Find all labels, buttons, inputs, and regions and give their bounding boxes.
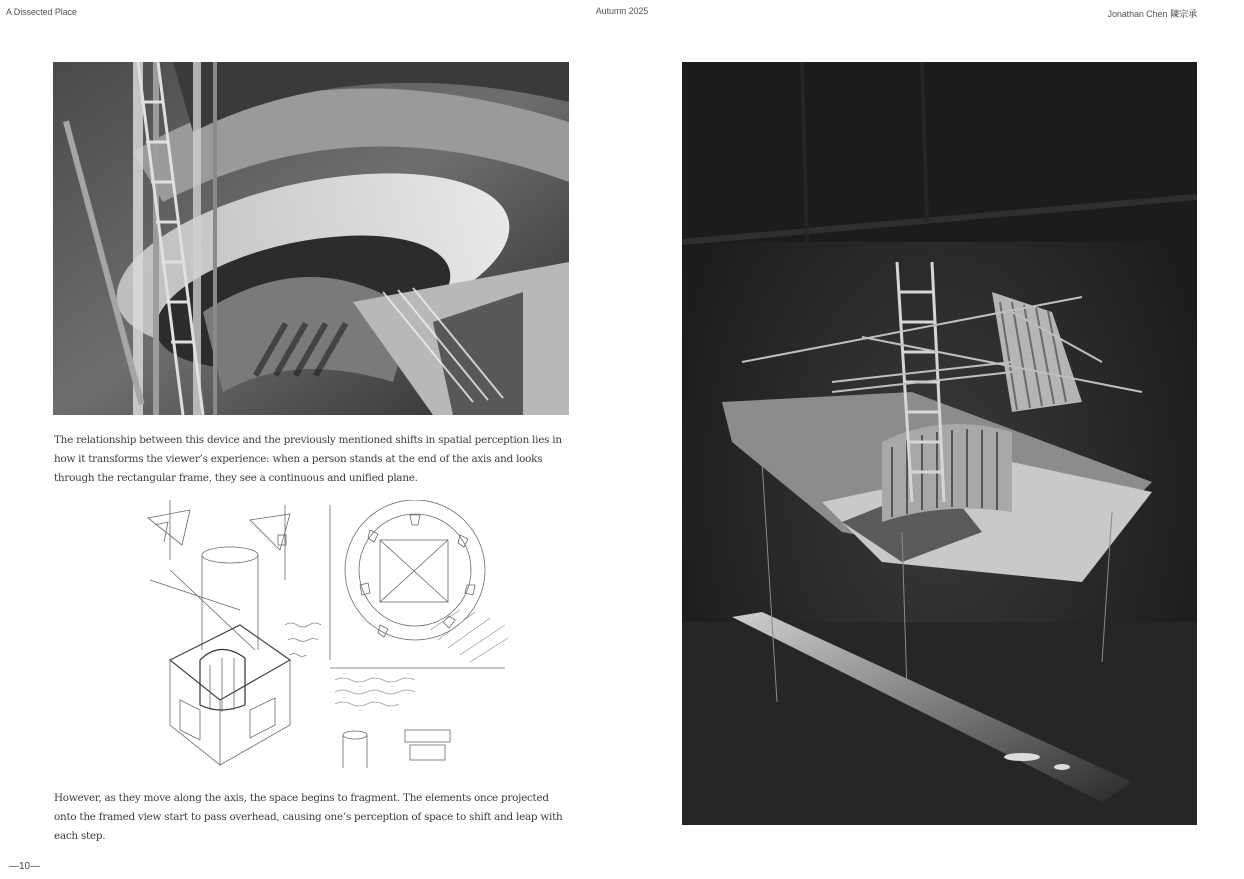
model-overview-photo [682,62,1197,825]
body-paragraph-2: However, as they move along the axis, the space begins to fragment. The elements once projected onto the framed view start to pass overhead, causing one’s perception of space to shift and leap with each step. [54,792,563,842]
model-closeup-photo [53,62,569,415]
page-number: —10— [9,861,41,872]
running-header-issue: Autumn 2025 [595,6,649,16]
body-paragraph-1: The relationship between this device and the previously mentioned shifts in spatial perception lies in how it transforms the viewer’s experience: when a person stands at the end of the axis and looks through the rectangular frame, they see a continuous and unified plane. [54,434,562,484]
author-name: Jonathan Chen [1107,9,1168,19]
axonometric-sketch [130,500,510,780]
running-header-title: A Dissected Place [6,7,77,17]
author-name-cjk: 陳宗承 [1170,9,1197,19]
running-header-author [1108,7,1197,20]
